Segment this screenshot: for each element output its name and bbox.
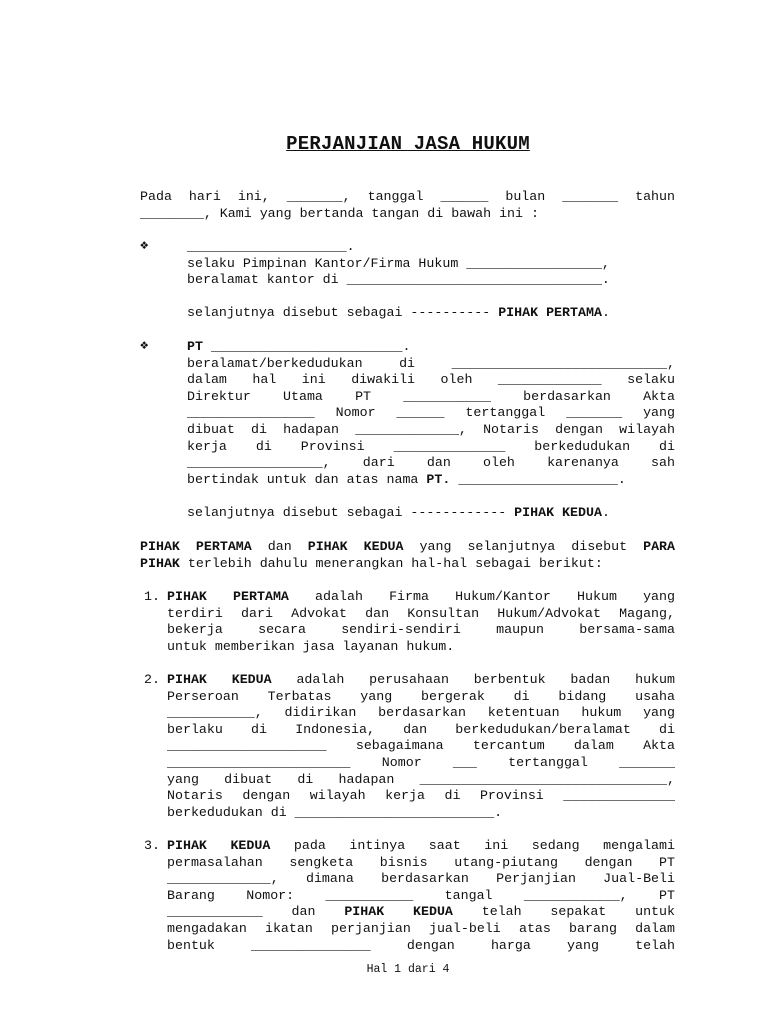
- party-two-line: _________________, dari dan oleh karenanya sah: [187, 455, 675, 471]
- party-two-line: dalam hal ini diwakili oleh _____________ selaku: [187, 372, 675, 388]
- party-two-line: ________________ Nomor ______ tertanggal _______ yang: [187, 405, 675, 421]
- list-item: PIHAK KEDUA adalah perusahaan berbentuk badan hukum Perseroan Terbatas yang bergerak di bidang usaha ___________, didirikan berdasarkan ketentuan hukum yang berlaku di Indonesia, dan berkedudukan/beralamat di ____________________ sebagaimana tercantum dalam Akta _______________________ Nomor ___ tertanggal _______ yang dibuat di hadapan _______________________________, Notaris dengan wilayah kerja di Provinsi ______________ berkedudukan di _________________________.: [167, 672, 675, 820]
- item-number: 2.: [144, 672, 160, 687]
- document-title: PERJANJIAN JASA HUKUM: [286, 133, 530, 155]
- intro-line: Pada hari ini, _______, tanggal ______ bulan _______ tahun: [140, 189, 675, 204]
- item-number: 1.: [144, 589, 160, 604]
- item-number: 3.: [144, 838, 160, 853]
- party-one-designation: selanjutnya disebut sebagai ---------- PIHAK PERTAMA.: [187, 305, 610, 321]
- party-two-line: kerja di Provinsi ______________ berkedudukan di: [187, 438, 675, 454]
- party-two-line: bertindak untuk dan atas nama PT. ____________________.: [187, 471, 626, 487]
- party-one-block: [187, 239, 675, 322]
- intro-paragraph: [140, 189, 675, 222]
- list-item: PIHAK KEDUA pada intinya saat ini sedang mengalami permasalahan sengketa bisnis utang-piutang dengan PT _____________, dimana berdasarkan Perjanjian Jual-Beli Barang Nomor: ___________ tangal ____________, PT ____________ dan PIHAK KEDUA telah sepakat untuk mengadakan ikatan perjanjian jual-beli atas barang dalam bentuk _______________ dengan harga yang telah: [167, 838, 675, 953]
- party-two-line: beralamat/berkedudukan di ___________________________,: [187, 355, 675, 371]
- diamond-bullet-icon: ❖: [140, 338, 149, 354]
- party-two-name-line: PT ________________________.: [187, 339, 411, 354]
- preamble-paragraph: [140, 539, 675, 572]
- party-one-name-line: ____________________.: [187, 239, 355, 254]
- preamble-line: PIHAK PERTAMA dan PIHAK KEDUA yang selanjutnya disebut PARA: [140, 539, 676, 554]
- intro-line: ________, Kami yang bertanda tangan di bawah ini :: [140, 205, 539, 221]
- party-one-line: beralamat kantor di ________________________________.: [187, 272, 610, 288]
- party-two-line: dibuat di hadapan _____________, Notaris dengan wilayah: [187, 421, 675, 437]
- diamond-bullet-icon: ❖: [140, 238, 149, 254]
- party-two-block: [187, 339, 675, 522]
- party-two-line: Direktur Utama PT ___________ berdasarkan Akta: [187, 388, 675, 404]
- list-item: PIHAK PERTAMA adalah Firma Hukum/Kantor Hukum yang terdiri dari Advokat dan Konsultan Hukum/Advokat Magang, bekerja secara sendiri-sendiri maupun bersama-sama untuk memberikan jasa layanan hukum.: [167, 589, 675, 654]
- party-two-designation: selanjutnya disebut sebagai ------------ PIHAK KEDUA.: [187, 504, 610, 520]
- preamble-line: PIHAK terlebih dahulu menerangkan hal-hal sebagai berikut:: [140, 555, 603, 571]
- page-footer: Hal 1 dari 4: [366, 963, 450, 976]
- party-one-line: selaku Pimpinan Kantor/Firma Hukum _________________,: [187, 255, 610, 271]
